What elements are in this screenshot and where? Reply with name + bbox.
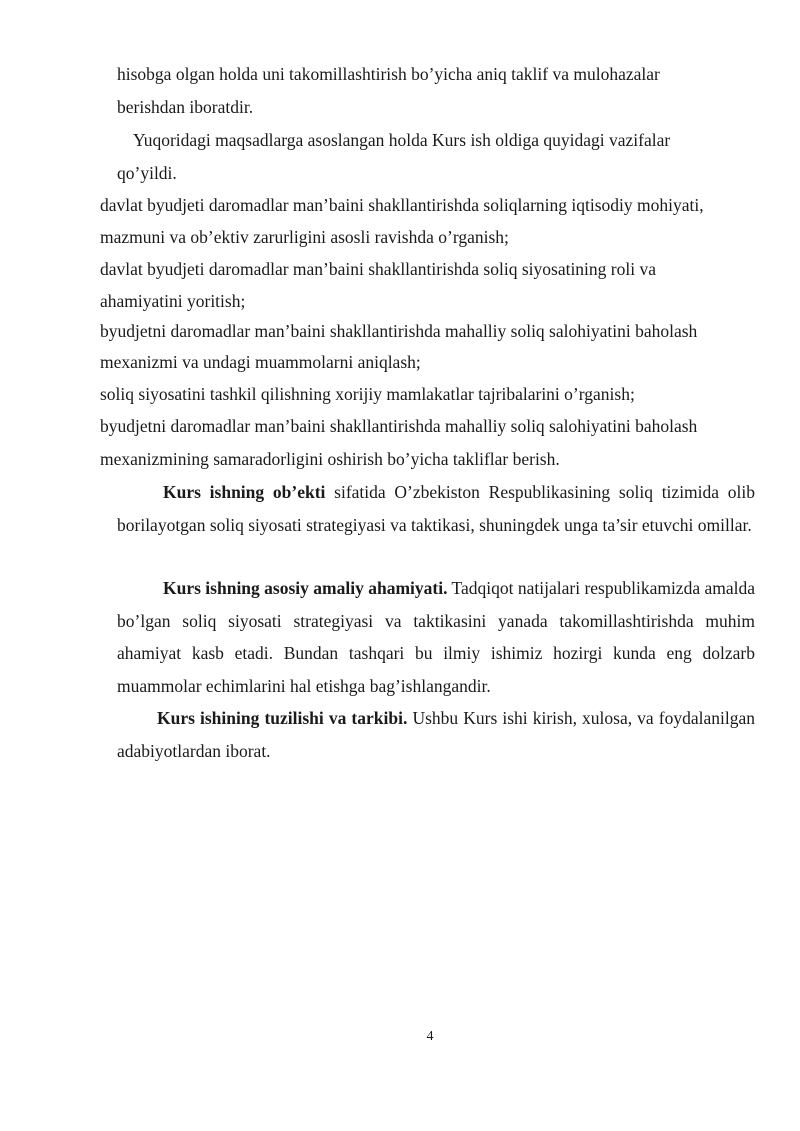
- object-paragraph: [117, 476, 755, 541]
- task-line: davlat byudjeti daromadlar man’baini shakllantirishda soliq siyosatining roli va: [100, 259, 656, 279]
- text-line: qo’yildi.: [117, 163, 177, 183]
- task-line: mazmuni va ob’ektiv zarurligini asosli ravishda o’rganish;: [100, 227, 509, 247]
- task-line: ahamiyatini yoritish;: [100, 291, 246, 311]
- text-line: Yuqoridagi maqsadlarga asoslangan holda Kurs ish oldiga quyidagi vazifalar: [133, 130, 671, 150]
- significance-heading: Kurs ishning asosiy amaliy ahamiyati.: [163, 578, 448, 598]
- object-heading: Kurs ishning ob’ekti: [163, 482, 326, 502]
- structure-text: Ushbu Kurs ishi kirish, xulosa, va foydalanilgan adabiyotlardan iborat.: [117, 708, 756, 761]
- task-line: soliq siyosatini tashkil qilishning xorijiy mamlakatlar tajribalarini o’rganish;: [100, 384, 635, 404]
- task-line: mexanizmi va undagi muammolarni aniqlash;: [100, 352, 421, 372]
- text-line: berishdan iboratdir.: [117, 97, 254, 117]
- significance-text: Tadqiqot natijalari respublikamizda amalda bo’lgan soliq siyosati strategiyasi va taktikasini yanada takomillashtirishda muhim ahamiyat kasb etadi. Bundan tashqari bu ilmiy ishimiz hozirgi kunda eng dolzarb muammolar echimlarini hal etishga bag’ishlangandir.: [117, 578, 755, 696]
- task-line: davlat byudjeti daromadlar man’baini shakllantirishda soliqlarning iqtisodiy mohiyati,: [100, 195, 704, 215]
- page-number: 4: [426, 1029, 434, 1044]
- task-line: byudjetni daromadlar man’baini shakllantirishda mahalliy soliq salohiyatini baholash: [100, 321, 698, 341]
- text-line: hisobga olgan holda uni takomillashtirish bo’yicha aniq taklif va mulohazalar: [117, 64, 660, 84]
- task-line: byudjetni daromadlar man’baini shakllantirishda mahalliy soliq salohiyatini baholash: [100, 416, 698, 436]
- object-text: sifatida O’zbekiston Respublikasining soliq tizimida olib borilayotgan soliq siyosati strategiyasi va taktikasi, shuningdek unga ta’sir etuvchi omillar.: [117, 482, 756, 535]
- task-line: mexanizmining samaradorligini oshirish bo’yicha takliflar berish.: [100, 449, 560, 469]
- structure-heading: Kurs ishining tuzilishi va tarkibi.: [157, 708, 408, 728]
- significance-paragraph: [117, 572, 755, 702]
- structure-paragraph: [117, 702, 755, 767]
